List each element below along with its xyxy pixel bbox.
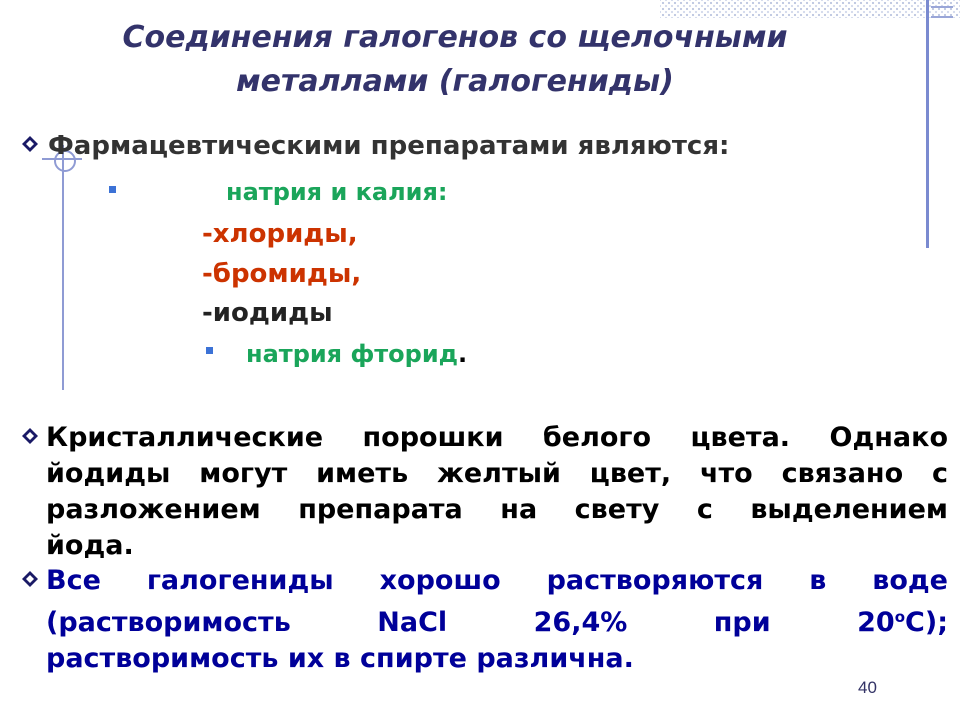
slide-title — [60, 16, 850, 104]
list-item-sodium-potassium: натрия и калия: — [226, 178, 448, 206]
list-item-sodium-fluoride-dot: . — [458, 340, 468, 368]
paragraph-line: йода. — [46, 530, 134, 561]
square-bullet-icon — [109, 186, 116, 193]
page-number: 40 — [858, 678, 877, 697]
diamond-bullet-icon — [22, 136, 38, 152]
paragraph-solubility — [46, 563, 948, 677]
paragraph-line: Все галогениды хорошо растворяются в воде — [46, 565, 948, 596]
section-heading: Фармацевтическими препаратами являются: — [48, 131, 730, 161]
diamond-bullet-icon — [22, 428, 38, 444]
sub-item-bromides: -бромиды, — [202, 259, 362, 289]
paragraph-line: йодиды могут иметь желтый цвет, что связано с — [46, 458, 948, 489]
solubility-unit: С); — [905, 607, 948, 638]
list-item-sodium-fluoride-text: натрия фторид — [246, 340, 459, 368]
slide-title-line-2: металлами (галогениды) — [236, 64, 674, 99]
slide-title-line-1: Соединения галогенов со щелочными — [122, 20, 788, 55]
diamond-bullet-icon — [22, 571, 38, 587]
paragraph-line: растворимость их в спирте различна. — [46, 643, 634, 674]
paragraph-line: Кристаллические порошки белого цвета. Однако — [46, 422, 948, 453]
left-vertical-rule — [62, 145, 64, 390]
list-item-sodium-fluoride — [246, 340, 467, 368]
paragraph-properties — [46, 420, 948, 564]
solubility-text: (растворимость NaCl 26,4% при 20 — [46, 607, 895, 638]
paragraph-line — [46, 599, 948, 641]
degree-superscript: о — [894, 608, 906, 626]
paragraph-line: разложением препарата на свету с выделением — [46, 494, 948, 525]
square-bullet-icon — [206, 347, 213, 354]
sub-item-iodides: -иодиды — [202, 298, 333, 328]
sub-item-chlorides: -хлориды, — [202, 219, 358, 249]
right-vertical-rule — [926, 0, 929, 248]
corner-mark — [931, 6, 953, 18]
